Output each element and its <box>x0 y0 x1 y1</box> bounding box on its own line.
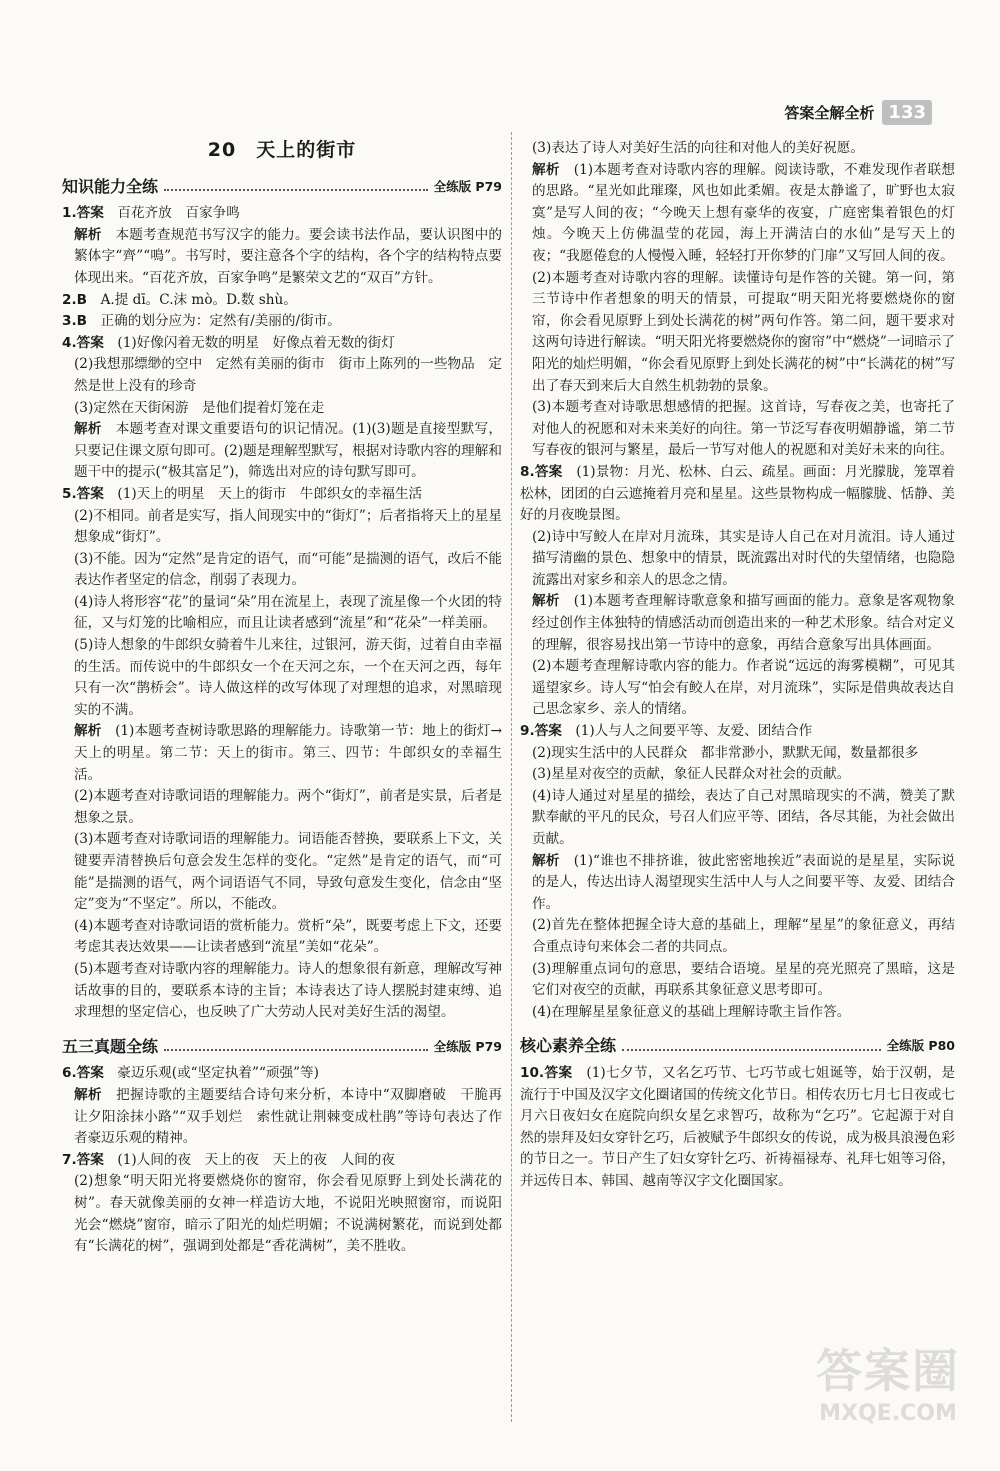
section-ref: 全练版 P80 <box>886 1038 955 1054</box>
q5-analysis-part: (2)本题考查对诗歌词语的理解能力。两个“街灯”，前者是实景，后者是想象之景。 <box>74 788 502 826</box>
q10-answer <box>520 1063 955 1193</box>
q7-part: (2)想象“明天阳光将要燃烧你的窗帘，你会看见原野上到处长满花的树”。春天就像美丽的女神一样造访大地，不说阳光映照窗帘，而说阳光会“燃烧”窗帘，暗示了阳光的灿烂明媚；不说满树繁花，而说到处都有“长满花的树”，强调到处都是“香花满树”，美不胜收。 <box>74 1173 502 1255</box>
section-dots <box>622 1049 881 1051</box>
section-name: 知识能力全练 <box>62 176 159 196</box>
q4-part: (2)我想那缥缈的空中 定然有美丽的街市 街市上陈列的一些物品 定然是世上没有的珍奇 <box>74 356 502 394</box>
q5-analysis-text: (1)本题考查树诗歌思路的理解能力。诗歌第一节：地上的街灯→天上的明星。第二节：天上的街市。第三、四节：牛郎织女的幸福生活。 <box>74 723 503 783</box>
q9-answer <box>520 721 955 743</box>
q5-part: (4)诗人将形容“花”的量词“朵”用在流星上，表现了流星像一个火团的特征，又与灯笼的比喻相应，而且让读者感到“流星”和“花朵”一样美丽。 <box>74 593 502 632</box>
watermark-logo <box>816 1335 960 1426</box>
q4-analysis-text: 本题考查对课文重要语句的识记情况。(1)(3)题是直接型默写，只要记住课文原句即可。(2)题是理解型默写，根据对诗歌内容的理解和题干中的提示(“极其富足”)，筛选出对应的诗句默写即可。 <box>74 421 503 481</box>
analysis-tag: 解析 <box>74 421 102 438</box>
q9-num: 9. <box>520 723 535 740</box>
q1-answer-text: 百花齐放 百家争鸣 <box>117 205 240 222</box>
header-label: 答案全解全析 <box>784 104 875 122</box>
q2-num: 2.B <box>62 291 87 308</box>
q1-num: 1. <box>62 205 77 222</box>
answer-tag: 答案 <box>76 205 104 222</box>
q7-analysis-part: (2)本题考查对诗歌内容的理解。读懂诗句是作答的关键。第一问，第三节诗中作者想象的明天的情景，可提取“明天阳光将要燃烧你的窗帘，你会看见原野上到处长满花的树”两句作答。第二问，题干要求对这两句诗进行解读。“明天阳光将要燃烧你的窗帘”中“燃烧”一词暗示了阳光的灿烂明媚，“你会看见原野上到处长满花的树”中“长满花的树”写出了春天到来后大自然生机勃勃的景象。 <box>532 269 955 394</box>
section-name: 核心素养全练 <box>520 1036 617 1056</box>
q2-text: A.提 dī。C.沫 mò。D.数 shù。 <box>100 291 297 308</box>
q7-part: (3)表达了诗人对美好生活的向往和对他人的美好祝愿。 <box>532 140 864 156</box>
q4-num: 4. <box>62 334 77 351</box>
watermark-line2: MXQE.COM <box>819 1401 957 1426</box>
q6-answer <box>62 1063 502 1085</box>
q6-analysis <box>74 1085 502 1150</box>
analysis-tag: 解析 <box>74 1086 103 1103</box>
q5-part: (5)诗人想象的牛郎织女骑着牛儿来往，过银河，游天街，过着自由幸福的生活。而传说中的牛郎织女一个在天河之东，一个在天河之西，每年只有一次“鹊桥会”。诗人做这样的改写体现了对理想的追求，对黑暗现实的不满。 <box>74 637 502 718</box>
analysis-tag: 解析 <box>74 226 102 243</box>
section-dots <box>164 189 428 191</box>
section-dots <box>164 1049 428 1051</box>
q7-answer <box>62 1150 502 1172</box>
q9-analysis-part: (4)在理解星星象征意义的基础上理解诗歌主旨作答。 <box>532 1003 851 1020</box>
q6-answer-text: 豪迈乐观(或“坚定执着”“顽强”等) <box>117 1065 319 1082</box>
q5-analysis-part: (5)本题考查对诗歌内容的理解能力。诗人的想象很有新意，理解改写神话故事的目的，要联系本诗的主旨；本诗表达了诗人摆脱封建束缚、追求理想的坚定信心，也反映了广大劳动人民对美好生活的渴望。 <box>74 960 502 1021</box>
q4-answer <box>62 333 502 355</box>
section-name: 五三真题全练 <box>62 1036 159 1056</box>
page-number: 133 <box>882 100 932 125</box>
answer-tag: 答案 <box>76 1151 104 1168</box>
q10-num: 10. <box>520 1064 545 1081</box>
q5-answer <box>62 484 502 506</box>
answer-tag: 答案 <box>534 463 563 480</box>
q7-answer-text: (1)人间的夜 天上的夜 天上的夜 人间的夜 <box>117 1151 395 1168</box>
analysis-tag: 解析 <box>74 723 102 740</box>
q8-analysis-part: (2)本题考查理解诗歌内容的能力。作者说“远远的海雾模糊”，可见其遥望家乡。诗人写“怕会有鲛人在岸，对月流珠”，实际是借典故表达自己思念家乡、亲人的情绪。 <box>532 658 955 718</box>
q2 <box>62 290 502 312</box>
watermark-line1: 答案圈 <box>816 1344 960 1398</box>
q6-num: 6. <box>62 1065 77 1082</box>
q9-analysis-part: (3)理解重点词句的意思，要结合语境。星星的亮光照亮了黑暗，这是它们对夜空的贡献，再联系其象征意义思考即可。 <box>532 960 955 999</box>
left-column <box>62 138 502 1258</box>
q7-analysis-part: (3)本题考查对诗歌思想感情的把握。这首诗，写春夜之美，也寄托了对他人的祝愿和对未来美好的向往。第一节泛写春夜明媚静谧，第二节写春夜的银河与繁星，最后一节写对他人的祝愿和对美好未来的向往。 <box>532 399 955 459</box>
analysis-tag: 解析 <box>532 593 560 610</box>
q4-part: (3)定然在天街闲游 是他们提着灯笼在走 <box>74 399 325 416</box>
section-header-core <box>520 1035 955 1057</box>
answer-tag: 答案 <box>76 334 104 351</box>
q9-analysis-text: (1)“谁也不排挤谁，彼此密密地挨近”表面说的是星星，实际说的是人，传达出诗人渴望现实生活中人与人之间要平等、友爱、团结合作。 <box>532 852 956 912</box>
answer-tag: 答案 <box>76 1065 104 1082</box>
analysis-tag: 解析 <box>532 161 560 178</box>
q8-answer <box>520 462 955 527</box>
q9-analysis-part: (2)首先在整体把握全诗大意的基础上，理解“星星”的象征意义，再结合重点诗句来体会二者的共同点。 <box>532 917 955 955</box>
q8-num: 8. <box>520 463 535 480</box>
q7-analysis <box>532 160 955 268</box>
right-column <box>520 138 955 1193</box>
section-ref: 全练版 P79 <box>433 178 502 194</box>
q9-part: (4)诗人通过对星星的描绘，表达了自己对黑暗现实的不满，赞美了默默奉献的平凡的民众，号召人们应平等、团结，各尽其能，为社会做出贡献。 <box>532 787 955 847</box>
q4-answer-text: (1)好像闪着无数的明星 好像点着无数的街灯 <box>117 334 395 351</box>
section-header-exam <box>62 1036 502 1058</box>
q5-analysis-part: (4)本题考查对诗歌词语的赏析能力。赏析“朵”，既要考虑上下文，还要考虑其表达效果——让读者感到“流星”美如“花朵”。 <box>74 917 502 956</box>
answer-tag: 答案 <box>544 1064 573 1081</box>
q1-analysis <box>74 225 502 290</box>
q4-analysis <box>74 419 502 484</box>
q8-answer-text: (1)景物：月光、松林、白云、疏星。画面：月光朦胧，笼罩着松林，团团的白云遮掩着月亮和星星。这些景物构成一幅朦胧、恬静、美好的月夜晚景图。 <box>520 463 956 524</box>
q7-num: 7. <box>62 1151 77 1168</box>
q10-answer-text: (1)七夕节，又名乞巧节、七巧节或七姐诞等，始于汉朝，是流行于中国及汉字文化圈诸国的传统文化节日。相传农历七月七日夜或七月六日夜妇女在庭院向织女星乞求智巧，故称为“乞巧”。它起源于对自然的崇拜及妇女穿针乞巧，后被赋予牛郎织女的传说，成为极具浪漫色彩的节日之一。节日产生了妇女穿针乞巧、祈祷福禄寿、礼拜七姐等习俗，并远传日本、韩国、越南等汉字文化圈国家。 <box>520 1064 955 1189</box>
q1-analysis-text: 本题考查规范书写汉字的能力。要会读书法作品，要认识图中的繁体字“齊”“鳴”。书写时，要注意各个字的结构，各个字的结构特点要体现出来。“百花齐放，百家争鸣”是繁荣文艺的“双百”方针。 <box>74 226 503 286</box>
q5-num: 5. <box>62 485 77 502</box>
q7-analysis-text: (1)本题考查对诗歌内容的理解。阅读诗歌，不难发现作者联想的思路。“星光如此璀璨，风也如此柔媚。夜是太静谧了，旷野也太寂寞”是写人间的夜；“今晚天上想有豪华的夜宴，广庭密集着银色的灯烛。今晚天上仿佛温莹的花园，海上开满洁白的水仙”是写天上的夜；“我愿倦怠的人慢慢入睡，轻轻打开你梦的门扉”又写回人间的夜。 <box>532 161 955 264</box>
column-divider <box>511 132 512 1422</box>
q8-analysis-text: (1)本题考查理解诗歌意象和描写画面的能力。意象是客观物象经过创作主体独特的情感活动而创造出来的一种艺术形象。结合对定义的理解，很容易找出第一节诗中的意象，再结合意象写出具体画面。 <box>532 593 955 653</box>
q3-text: 正确的划分应为：定然有/美丽的/街市。 <box>100 313 341 330</box>
q9-part: (3)星星对夜空的贡献，象征人民群众对社会的贡献。 <box>532 766 851 783</box>
q9-answer-text: (1)人与人之间要平等、友爱、团结合作 <box>575 723 813 740</box>
q9-part: (2)现实生活中的人民群众 都非常渺小，默默无闻，数量都很多 <box>532 744 919 761</box>
q5-part: (2)不相同。前者是实写，指人间现实中的“街灯”；后者指将天上的星星想象成“街灯”。 <box>74 507 502 546</box>
answer-tag: 答案 <box>534 723 562 740</box>
q9-analysis <box>532 851 955 916</box>
q5-answer-text: (1)天上的明星 天上的街市 牛郎织女的幸福生活 <box>117 485 423 502</box>
section-ref: 全练版 P79 <box>433 1038 502 1054</box>
q8-part: (2)诗中写鲛人在岸对月流珠，其实是诗人自己在对月流泪。诗人通过描写清幽的景色、想象中的情景，既流露出对时代的失望情绪，也隐隐流露出对家乡和亲人的思念之情。 <box>532 528 955 588</box>
answer-tag: 答案 <box>76 485 104 502</box>
q5-part: (3)不能。因为“定然”是肯定的语气，而“可能”是揣测的语气，改后不能表达作者坚定的信念，削弱了表现力。 <box>74 550 502 589</box>
q5-analysis-part: (3)本题考查对诗歌词语的理解能力。词语能否替换，要联系上下文，关键要弄清替换后句意会发生怎样的变化。“定然”是肯定的语气，而“可能”是揣测的语气，两个词语语气不同，导致句意发生变化，信念由“坚定”变为“不坚定”。所以，不能改。 <box>74 831 502 913</box>
section-header-knowledge <box>62 176 502 198</box>
q8-analysis <box>532 591 955 656</box>
q3-num: 3.B <box>62 313 87 330</box>
q3 <box>62 311 502 333</box>
q5-analysis <box>74 721 502 786</box>
page-header <box>784 100 932 125</box>
lesson-title: 20 天上的街市 <box>207 139 357 161</box>
q6-analysis-text: 把握诗歌的主题要结合诗句来分析，本诗中“双脚磨破 干脆再让夕阳涂抹小路”“双手划烂 索性就让荆棘变成杜鹃”等诗句表达了作者豪迈乐观的精神。 <box>74 1086 503 1147</box>
q1-answer <box>62 203 502 225</box>
analysis-tag: 解析 <box>532 852 560 869</box>
